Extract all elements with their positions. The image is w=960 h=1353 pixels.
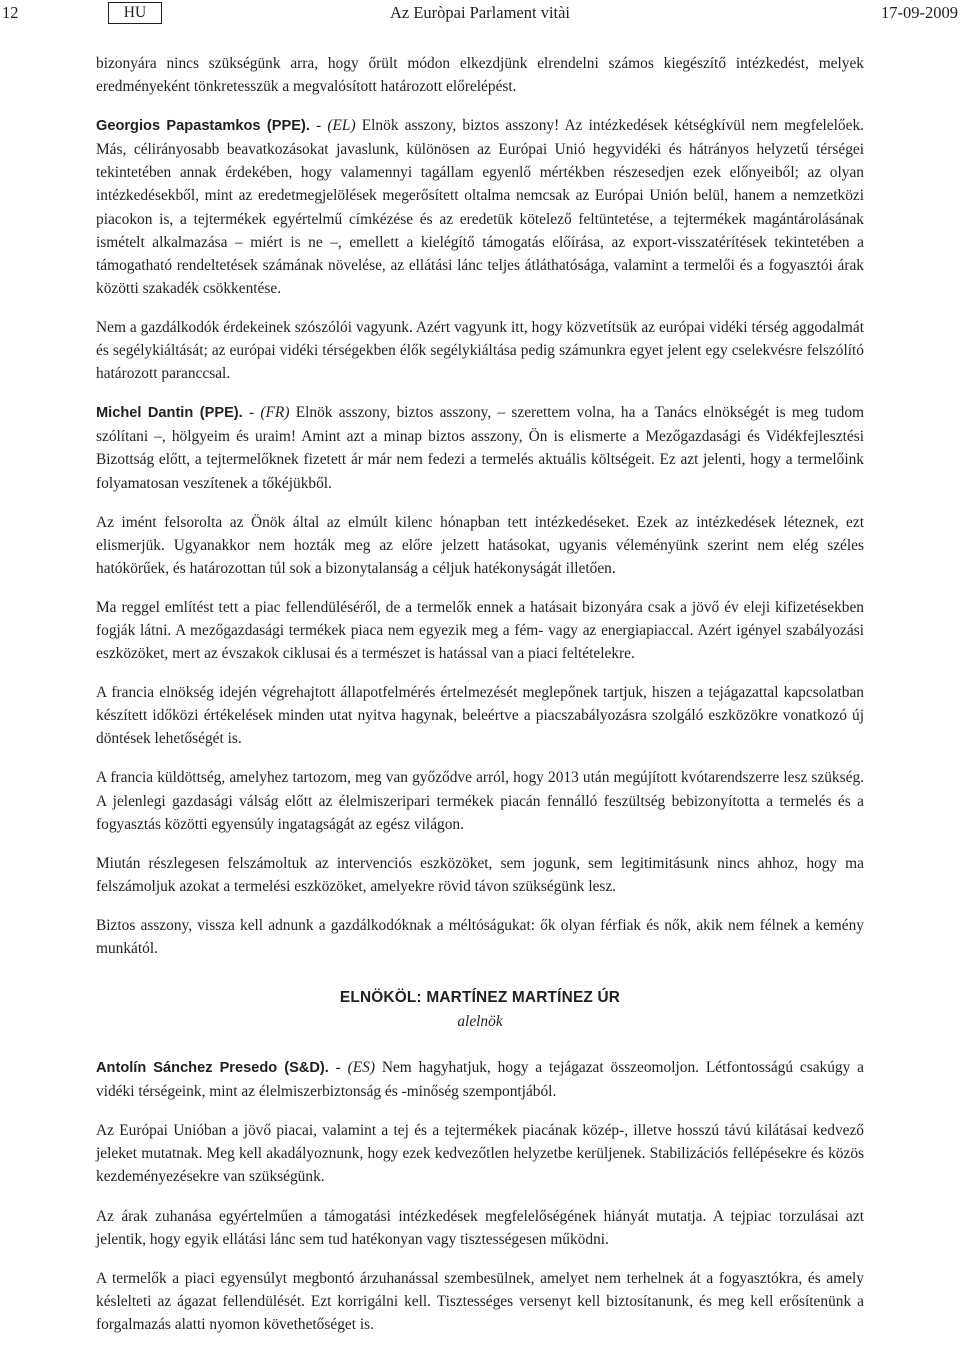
language-tag: (FR) [260,404,290,422]
speaker-name: Antolín Sánchez Presedo (S&D). [96,1060,329,1077]
paragraph: Biztos asszony, vissza kell adnunk a gazdálkodóknak a méltóságukat: ők olyan férfiak és nők, akik nem félnek a kemény munkától. [96,916,864,957]
page-header [0,0,960,30]
paragraph: Nem a gazdálkodók érdekeinek szószólói vagyunk. Azért vagyunk itt, hogy közvetítsük az európai vidéki térség aggodalmát és segélykiáltását; az európai vidéki térségekben élők segélykiáltása pedig számunkra egyet jelent egy cselekvésre felszólító határozott paranccsal. [96,318,864,383]
paragraph: Az imént felsorolta az Önök által az elmúlt kilenc hónapban tett intézkedéseket. Ezek az intézkedések léteznek, ezt elismerjük. Ugyanakkor nem hozták meg az előre jelzett hatásokat, ugyanis véleményünk szerint nem elég széles hatókörűek, és határozottan túl sok a bizonytalanság a céljuk hatékonyságát illetően. [96,513,864,577]
language-code-box: HU [108,2,162,24]
speaker-name: Michel Dantin (PPE). [96,405,243,422]
language-tag: (EL) [327,117,356,135]
running-title: Az Euròpai Parlament vitài [389,3,571,22]
speaker-paragraph: Michel Dantin (PPE). - (FR) Elnök asszony, biztos asszony, – szerettem volna, ha a Tanács elnökségét is meg tudom szólítani –, hölgyeim és uraim! Amint azt a minap biztos asszony, Ön is elismerte a Mezőgazdasági és Vidékfejlesztési Bizottság előtt, a tejtermelőknek fizetett ár már nem fedezi a termelés aktuális költségeit. Ez azt jelenti, hogy a termelőink folyamatosan veszítenek a tőkéjükből. [96,404,864,492]
paragraph: bizonyára nincs szükségünk arra, hogy őrült módon elkezdjünk elrendelni számos kiegészítő intézkedést, melyek eredményeként tönkretesszük a megvalósított határozott előrelépést. [96,55,864,96]
paragraph: Ma reggel említést tett a piac fellendüléséről, de a termelők ennek a hatásait bizonyára csak a jövő év eleji kifizetésekben fogják látni. A mezőgazdasági termékek piaca nem egyezik meg a fém- vagy az energiapiaccal. Azért igényel szabályozási eszközöket, mert az évszakok ciklusai és a természet is hatással van a piaci feltételekre. [96,598,864,663]
speaker-name: Georgios Papastamkos (PPE). [96,118,310,135]
language-tag: (ES) [347,1059,375,1077]
paragraph: A francia elnökség idején végrehajtott állapotfelmérés értelmezését meglepőnek tartjuk, hiszen a tejágazattal kapcsolatban készített időközi értékelések minden utat nyitva hagynak, beleértve a piacszabályozásra szolgáló eszközökre vonatkozó új döntések lehetőségét is. [96,684,864,748]
chair-title: ELNÖKÖL: MARTÍNEZ MARTÍNEZ ÚR [339,989,621,1007]
paragraph: Miután részlegesen felszámoltuk az intervenciós eszközöket, sem jogunk, sem legitimitásunk nincs ahhoz, hogy ma felszámoljuk azokat a termelési eszközöket, amelyekre rövid távon szükségünk lesz. [96,854,864,895]
speaker-paragraph: Antolín Sánchez Presedo (S&D). - (ES) Nem hagyhatjuk, hogy a tejágazat összeomoljon. Létfontosságú csakúgy a vidéki térségeink, mint az élelmiszerbiztonság és -minőség szempontjából. [96,1059,864,1101]
chair-role: alelnök [457,1013,503,1031]
paragraph: A francia küldöttség, amelyhez tartozom, meg van győződve arról, hogy 2013 után megújított kvótarendszerre lesz szükség. A jelenlegi gazdasági válság előtt az élelmiszeripari termékek piacán fennálló feszültség bebizonyította a termelés és a fogyasztás közötti egyensúly ingatagságát az egész világon. [96,769,864,833]
paragraph: Az Európai Unióban a jövő piacai, valamint a tej és a tejtermékek piacának közép-, illetve hosszú távú kilátásai kedvező jeleket mutatnak. Meg kell akadályoznunk, hogy ezek kedvezőtlen helyzetbe kerüljenek. Stabilizációs fellépésekre és közös kezdeményezésekre van szükségünk. [96,1122,864,1186]
document-body [96,52,864,1352]
speaker-paragraph: Georgios Papastamkos (PPE). - (EL) Elnök asszony, biztos asszony! Az intézkedések kétségkívül nem megfelelőek. Más, célirányosabb beavatkozásokat javaslunk, különösen az Európai Unió hegyvidéki és hátrányos helyzetű térségei tekintetében annak érdekében, hogy valamennyi tagállam egyenlő mértékben részesedjen ezek előnyeiből; az olyan intézkedésekből, mint az eredetmegjelölések megerősített oltalma nemcsak az Európai Unión belül, hanem a nemzetközi piacokon is, a tejtermékek egyértelmű címkézése és az eredetük kötelező feltüntetése, a tejtermékek magántárolásának ismételt alkalmazása – miért is ne –, emellett a kielégítő támogatás előírása, az export-visszatérítések tekintetében a támogatható rendeltetések számának növelése, az ellátási lánc teljes átláthatósága, valamint a termelői és a fogyasztói árak közötti szakadék csökkentése. [96,117,864,297]
chair-heading [96,986,864,1034]
page-number: 12 [2,3,19,22]
paragraph: Az árak zuhanása egyértelműen a támogatási intézkedések megfelelőségének hiányát mutatja. A tejpiac torzulásai azt jelentik, hogy egyik ellátási lánc sem tud hatékonyan vagy tisztességesen működni. [96,1207,864,1248]
paragraph: A termelők a piaci egyensúlyt megbontó árzuhanással szembesülnek, amelyet nem terhelnek át a fogyasztókra, és amely késlelteti az ágazat fellendülését. Ezt korrigálni kell. Tisztességes versenyt kell biztosítanunk, és meg kell erősítenünk a forgalmazás alatti nyomon követhetőséget is. [96,1269,864,1333]
header-date: 17-09-2009 [881,3,958,22]
